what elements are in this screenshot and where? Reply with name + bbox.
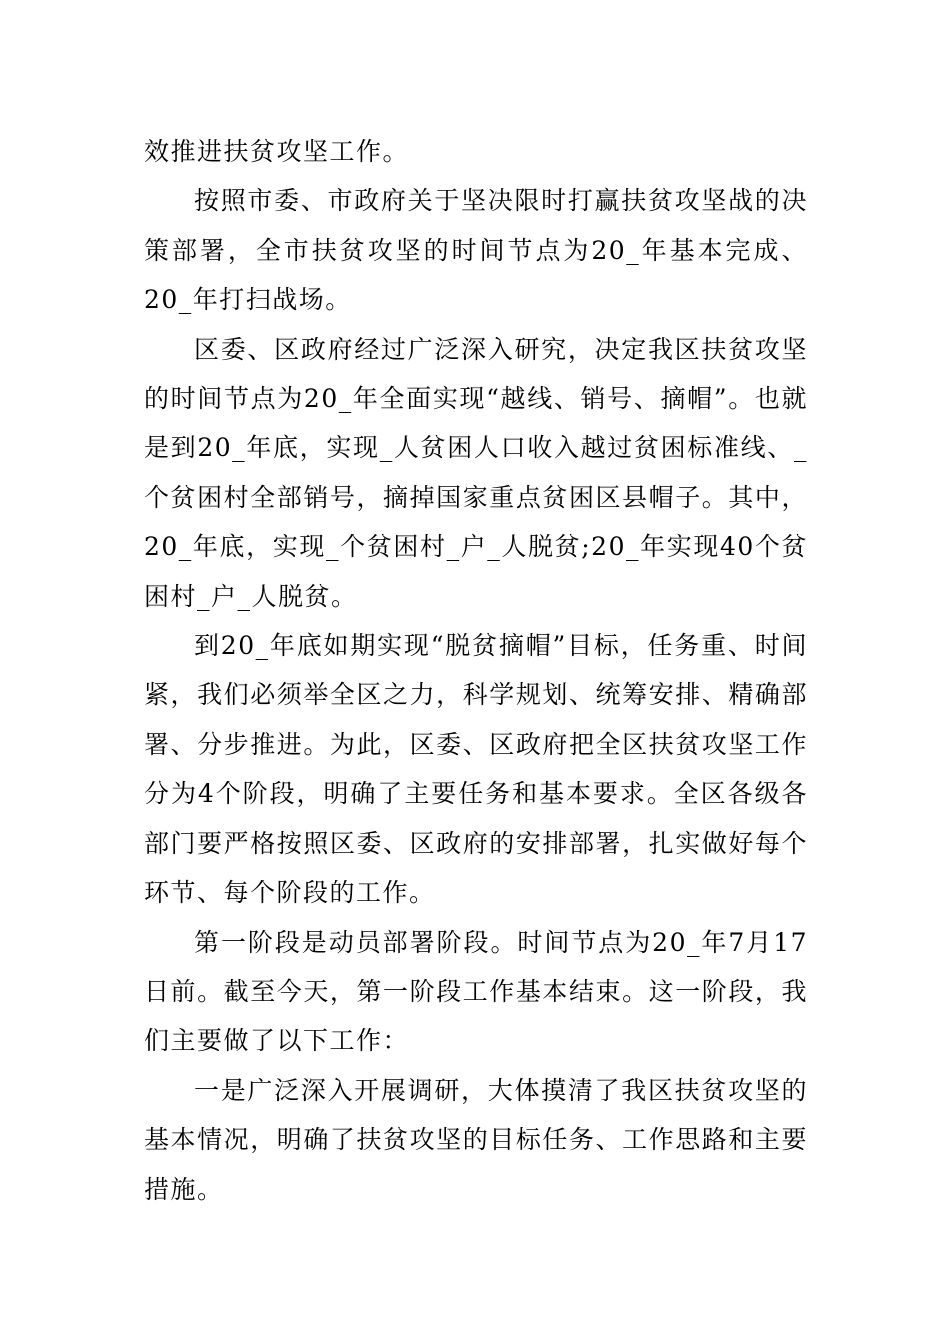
paragraph-stage-one: 第一阶段是动员部署阶段。时间节点为20_年7月17日前。截至今天，第一阶段工作基本结束。这一阶段，我们主要做了以下工作： [144,927,808,1056]
paragraph-timeline-city: 按照市委、市政府关于坚决限时打赢扶贫攻坚战的决策部署，全市扶贫攻坚的时间节点为20_年基本完成、20_年打扫战场。 [144,186,808,315]
paragraph-four-stages: 到20_年底如期实现“脱贫摘帽”目标，任务重、时间紧，我们必须举全区之力，科学规划、统筹安排、精确部署、分步推进。为此，区委、区政府把全区扶贫攻坚工作分为4个阶段，明确了主要任务和基本要求。全区各级各部门要严格按照区委、区政府的安排部署，扎实做好每个环节、每个阶段的工作。 [144,631,808,908]
paragraph-continuation: 效推进扶贫攻坚工作。 [144,137,410,166]
document-body [144,127,808,1214]
paragraph-timeline-district: 区委、区政府经过广泛深入研究，决定我区扶贫攻坚的时间节点为20_年全面实现“越线、销号、摘帽”。也就是到20_年底，实现_人贫困人口收入越过贫困标准线、_个贫困村全部销号，摘掉国家重点贫困区县帽子。其中，20_年底，实现_个贫困村_户_人脱贫;20_年实现40个贫困村_户_人脱贫。 [144,334,809,611]
paragraph-research: 一是广泛深入开展调研，大体摸清了我区扶贫攻坚的基本情况，明确了扶贫攻坚的目标任务、工作思路和主要措施。 [144,1075,808,1204]
